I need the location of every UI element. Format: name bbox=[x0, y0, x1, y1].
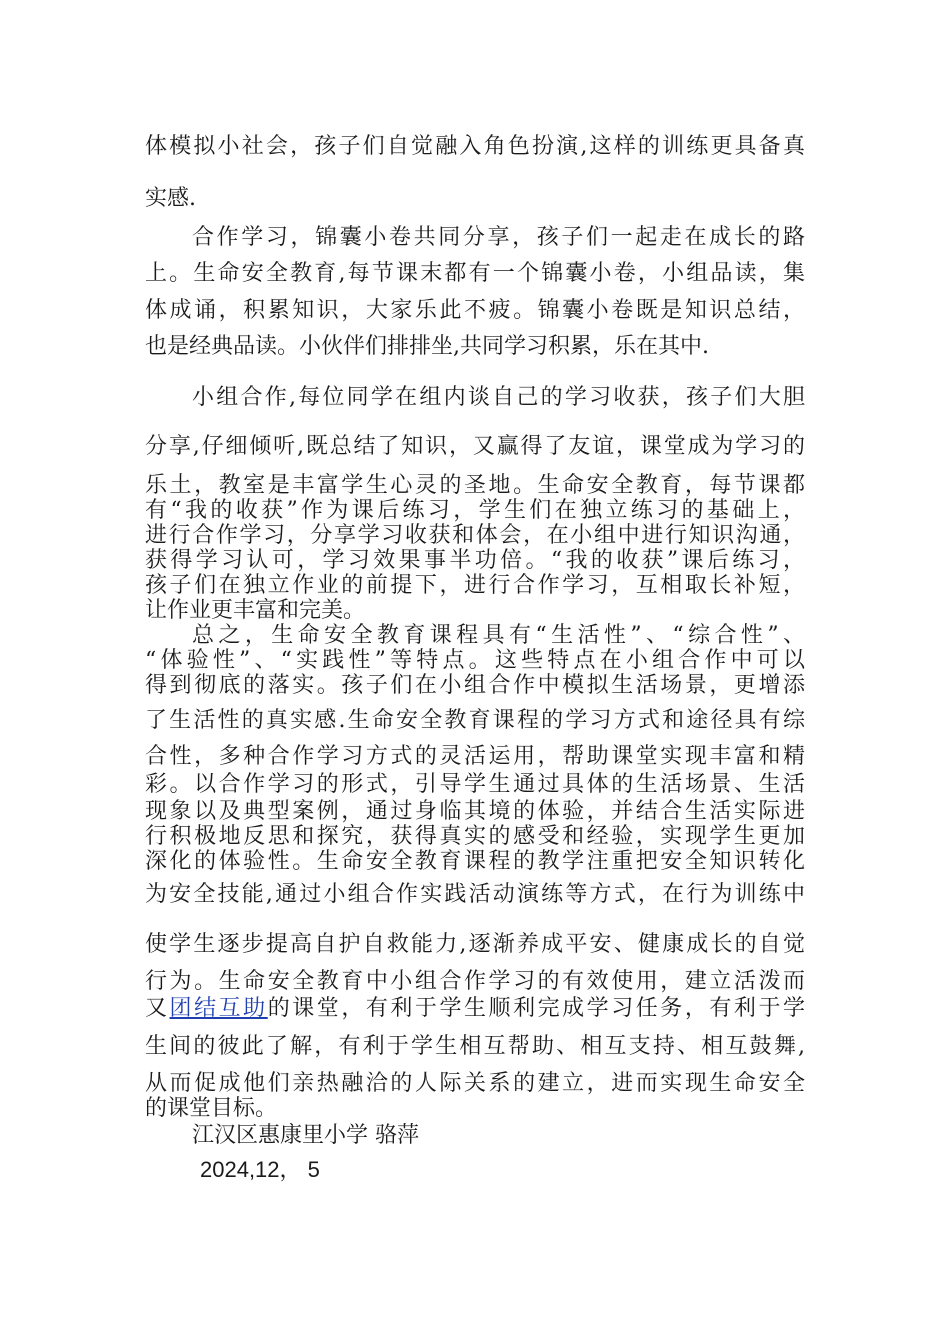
text-segment: 又 bbox=[145, 996, 170, 1021]
text-line: 孩子们在独立作业的前提下，进行合作学习，互相取长补短， bbox=[145, 573, 805, 598]
text-line: 从而促成他们亲热融洽的人际关系的建立，进而实现生命安全 bbox=[145, 1071, 805, 1096]
text-line: 体成诵，积累知识，大家乐此不疲。锦囊小卷既是知识总结， bbox=[145, 298, 805, 323]
paragraph-first-line: 总之，生命安全教育课程具有“生活性”、“综合性”、 bbox=[192, 623, 805, 648]
text-line: “体验性”、“实践性”等特点。这些特点在小组合作中可以 bbox=[145, 648, 805, 673]
text-line: 使学生逐步提高自护自救能力,逐渐养成平安、健康成长的自觉 bbox=[145, 932, 805, 957]
text-line: 深化的体验性。生命安全教育课程的教学注重把安全知识转化 bbox=[145, 849, 805, 874]
text-line: 合性，多种合作学习方式的灵活运用，帮助课堂实现丰富和精 bbox=[145, 744, 805, 769]
text-line: 的课堂目标。 bbox=[145, 1096, 278, 1121]
text-line: 得到彻底的落实。孩子们在小组合作中模拟生活场景，更增添 bbox=[145, 673, 805, 698]
text-line: 行为。生命安全教育中小组合作学习的有效使用，建立活泼而 bbox=[145, 969, 805, 994]
text-line: 为安全技能,通过小组合作实践活动演练等方式，在行为训练中 bbox=[145, 882, 805, 907]
text-line: 获得学习认可，学习效果事半功倍。“我的收获”课后练习， bbox=[145, 548, 805, 573]
text-line: 行积极地反思和探究，获得真实的感受和经验，实现学生更加 bbox=[145, 824, 805, 849]
text-segment: 的课堂，有利于学生顺利完成学习任务，有利于学 bbox=[267, 996, 805, 1021]
text-line: 分享,仔细倾听,既总结了知识，又赢得了友谊，课堂成为学习的 bbox=[145, 434, 805, 459]
text-line: 实感. bbox=[145, 186, 196, 211]
paragraph-first-line: 合作学习，锦囊小卷共同分享，孩子们一起走在成长的路 bbox=[192, 225, 805, 250]
paragraph-first-line: 小组合作,每位同学在组内谈自己的学习收获，孩子们大胆 bbox=[192, 385, 805, 410]
text-line: 生间的彼此了解，有利于学生相互帮助、相互支持、相互鼓舞, bbox=[145, 1034, 805, 1059]
tuanjie-huzhu-link[interactable]: 团结互助 bbox=[169, 996, 268, 1021]
text-line: 进行合作学习，分享学习收获和体会，在小组中进行知识沟通， bbox=[145, 523, 805, 548]
text-line: 有“我的收获”作为课后练习，学生们在独立练习的基础上， bbox=[145, 498, 805, 523]
text-line: 也是经典品读。小伙伴们排排坐,共同学习积累，乐在其中. bbox=[145, 334, 709, 359]
text-line: 现象以及典型案例，通过身临其境的体验，并结合生活实际进 bbox=[145, 799, 805, 824]
text-line: 上。生命安全教育,每节课末都有一个锦囊小卷，小组品读，集 bbox=[145, 261, 805, 286]
text-line: 让作业更丰富和完美。 bbox=[145, 598, 366, 623]
text-line: 了生活性的真实感.生命安全教育课程的学习方式和途径具有综 bbox=[145, 708, 805, 733]
document-date: 2024,12， 5 bbox=[200, 1157, 320, 1182]
signature: 江汉区惠康里小学 骆萍 bbox=[192, 1123, 419, 1148]
text-line: 乐土，教室是丰富学生心灵的圣地。生命安全教育，每节课都 bbox=[145, 473, 805, 498]
text-line: 彩。以合作学习的形式，引导学生通过具体的生活场景、生活 bbox=[145, 772, 805, 797]
text-line-with-link bbox=[145, 994, 805, 1024]
text-line: 体模拟小社会，孩子们自觉融入角色扮演,这样的训练更具备真 bbox=[145, 134, 805, 159]
